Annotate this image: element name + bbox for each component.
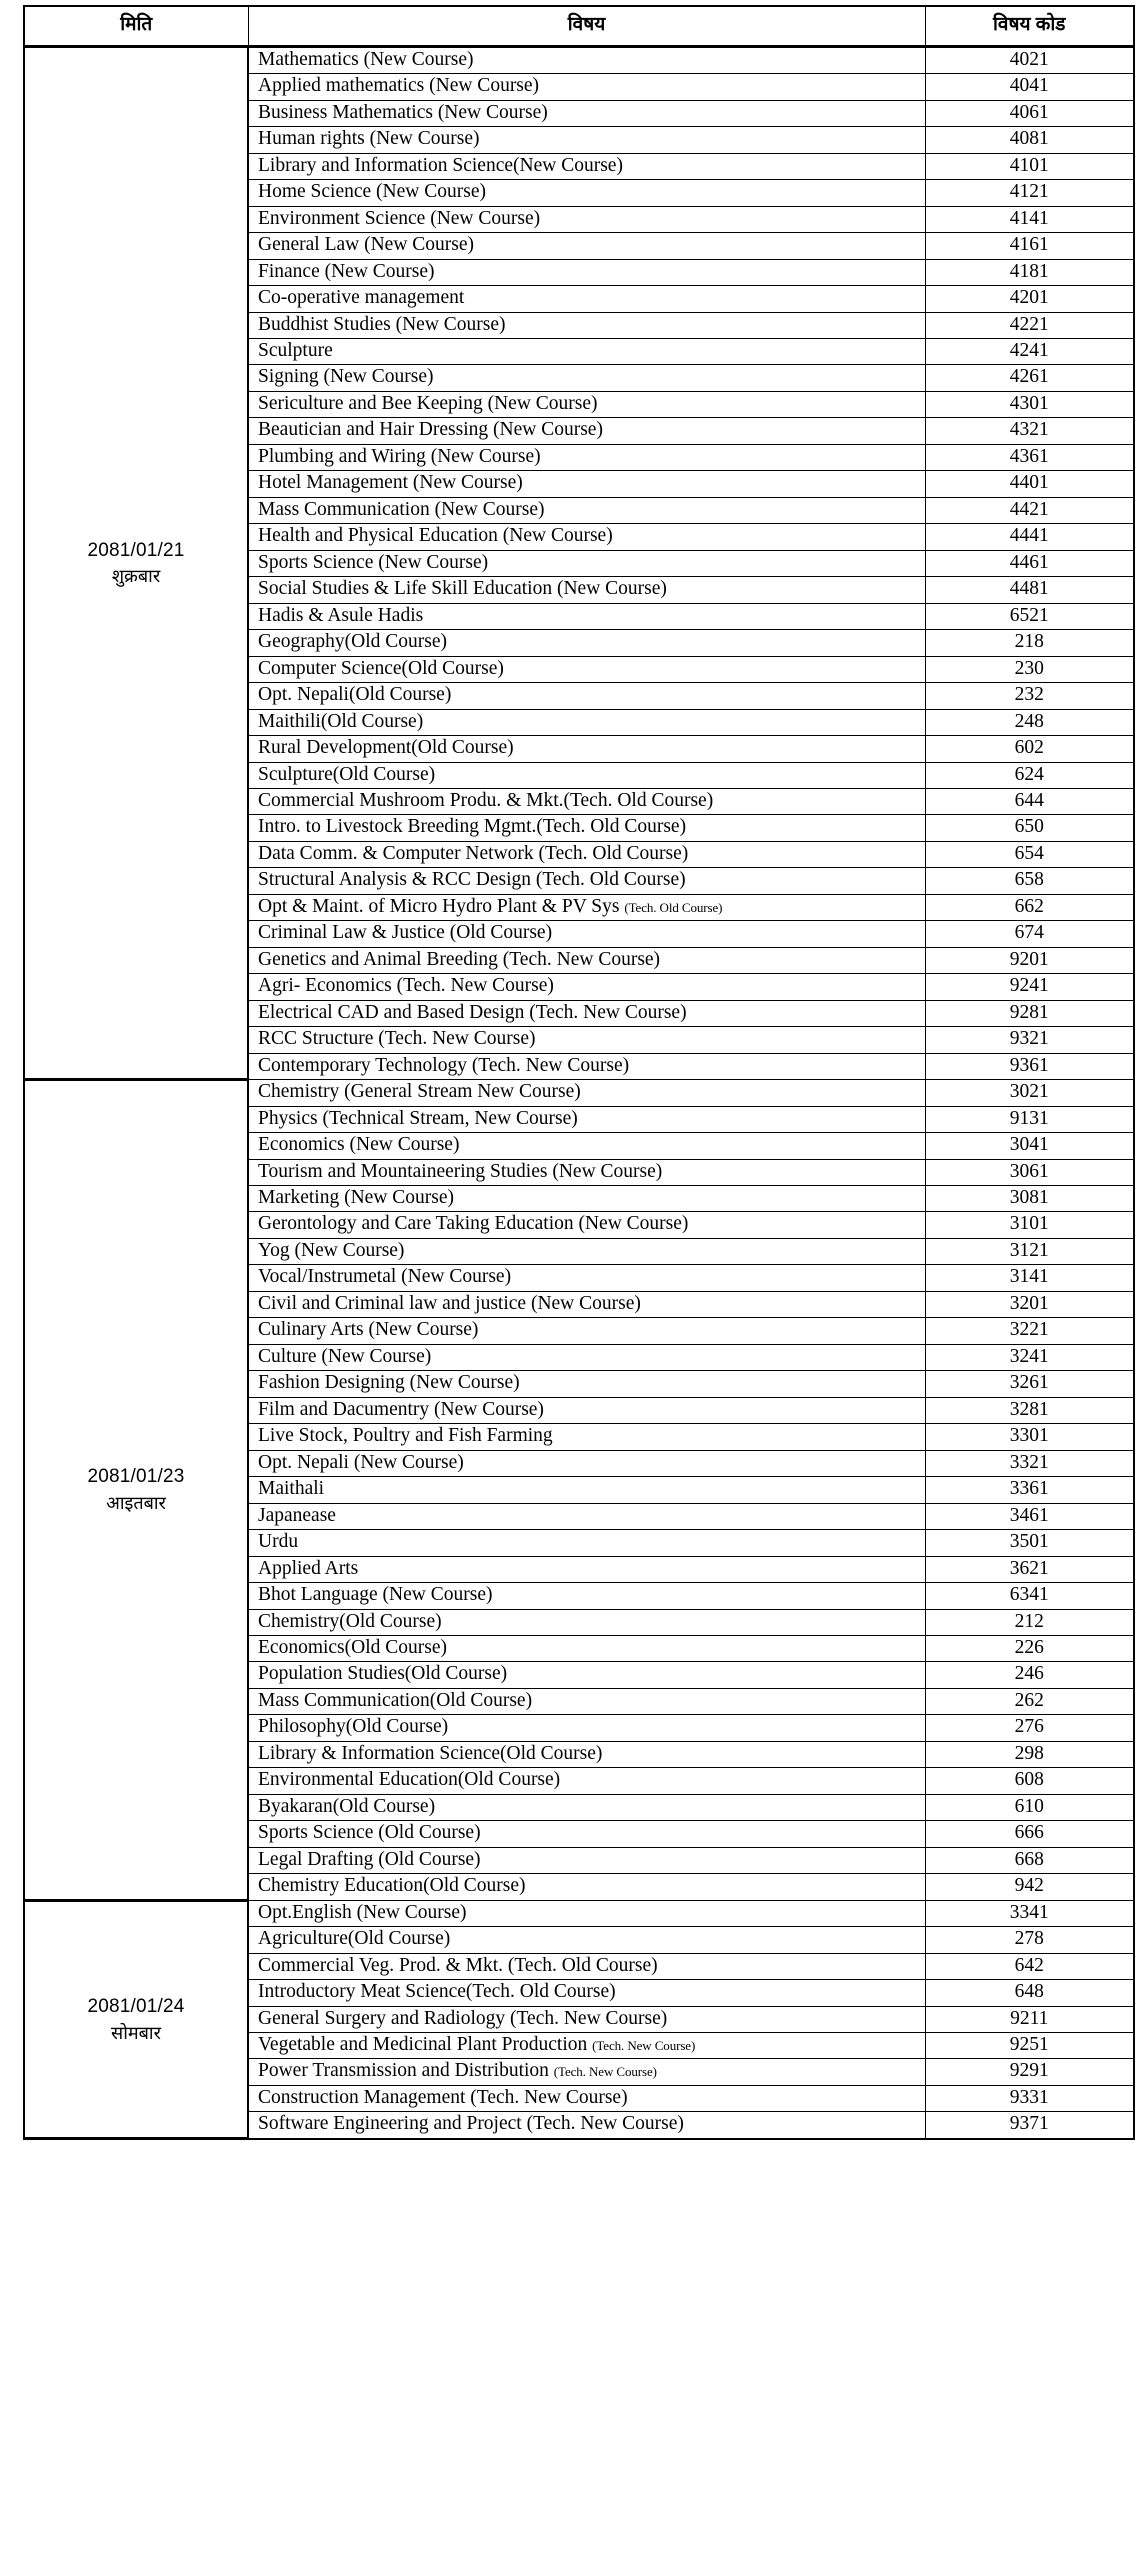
subject-code-cell: 3041 — [925, 1133, 1134, 1159]
subject-code-cell: 602 — [925, 736, 1134, 762]
subject-name: Maithali — [258, 1478, 325, 1500]
subject-code-cell: 3361 — [925, 1477, 1134, 1503]
subject-code-cell: 4321 — [925, 418, 1134, 444]
subject-name-cell — [248, 1080, 925, 1106]
subject-name: Chemistry(Old Course) — [258, 1610, 442, 1632]
exam-date-value: 2081/01/23 — [87, 1466, 185, 1488]
subject-name-cell — [248, 947, 925, 973]
subject-name: Electrical CAD and Based Design (Tech. New Course) — [258, 1001, 687, 1023]
subject-name: Byakaran(Old Course) — [258, 1795, 436, 1817]
subject-name: Criminal Law & Justice (Old Course) — [258, 922, 553, 944]
subject-name: Signing (New Course) — [258, 366, 434, 388]
subject-name-cell — [248, 1980, 925, 2006]
subject-name: Plumbing and Wiring (New Course) — [258, 445, 541, 467]
subject-name-cell — [248, 1186, 925, 1212]
subject-code-cell: 9291 — [925, 2059, 1134, 2085]
subject-name: Opt. Nepali(Old Course) — [258, 684, 452, 706]
subject-name: Finance (New Course) — [258, 260, 435, 282]
subject-code-cell: 298 — [925, 1741, 1134, 1767]
subject-code-cell: 3501 — [925, 1530, 1134, 1556]
subject-code-cell: 9321 — [925, 1027, 1134, 1053]
subject-name: Beautician and Hair Dressing (New Course) — [258, 419, 603, 441]
subject-name: Physics (Technical Stream, New Course) — [258, 1107, 578, 1129]
subject-name-cell — [248, 1159, 925, 1185]
table-body — [24, 46, 1134, 2139]
subject-name-cell — [248, 365, 925, 391]
subject-name: Sculpture — [258, 340, 333, 361]
subject-name: Sericulture and Bee Keeping (New Course) — [258, 392, 598, 414]
subject-code-cell: 218 — [925, 630, 1134, 656]
subject-name-cell — [248, 391, 925, 417]
subject-code-cell: 648 — [925, 1980, 1134, 2006]
column-header-subject: विषय — [248, 6, 925, 46]
subject-code-cell: 4061 — [925, 100, 1134, 126]
subject-code-cell: 4301 — [925, 391, 1134, 417]
subject-name-cell — [248, 1821, 925, 1847]
subject-name-cell — [248, 1609, 925, 1635]
subject-name: General Law (New Course) — [258, 234, 475, 256]
subject-name-cell — [248, 1291, 925, 1317]
subject-name: Sculpture(Old Course) — [258, 763, 436, 785]
subject-name: Co-operative management — [258, 287, 465, 309]
subject-code-cell: 9201 — [925, 947, 1134, 973]
subject-name-cell — [248, 524, 925, 550]
subject-code-cell: 3341 — [925, 1900, 1134, 1926]
subject-name-cell — [248, 46, 925, 73]
subject-name-cell — [248, 1874, 925, 1900]
subject-name-cell — [248, 1265, 925, 1291]
subject-name-cell — [248, 471, 925, 497]
subject-name-cell — [248, 1450, 925, 1476]
subject-course-note: (Tech. New Course) — [592, 2038, 696, 2053]
subject-name-cell — [248, 259, 925, 285]
subject-name: Maithili(Old Course) — [258, 710, 424, 732]
subject-name: Commercial Veg. Prod. & Mkt. (Tech. Old Course) — [258, 1954, 658, 1976]
subject-code-cell: 3081 — [925, 1186, 1134, 1212]
subject-name-cell — [248, 2006, 925, 2032]
subject-code-cell: 226 — [925, 1635, 1134, 1661]
subject-name: Civil and Criminal law and justice (New Course) — [258, 1292, 641, 1314]
subject-code-cell: 6341 — [925, 1583, 1134, 1609]
subject-name-cell — [248, 1794, 925, 1820]
subject-code-cell: 4041 — [925, 74, 1134, 100]
subject-code-cell: 3261 — [925, 1371, 1134, 1397]
subject-name: Vegetable and Medicinal Plant Production — [258, 2034, 588, 2055]
subject-name-cell — [248, 868, 925, 894]
subject-name: Mass Communication (New Course) — [258, 498, 545, 520]
subject-name: Mathematics (New Course) — [258, 48, 474, 70]
subject-code-cell: 3121 — [925, 1238, 1134, 1264]
subject-code-cell: 232 — [925, 683, 1134, 709]
subject-name: Environmental Education(Old Course) — [258, 1769, 561, 1791]
subject-name: Gerontology and Care Taking Education (New Course) — [258, 1213, 689, 1235]
subject-name-cell — [248, 74, 925, 100]
exam-day-name: शुक्रबार — [111, 566, 161, 587]
subject-name-cell — [248, 788, 925, 814]
subject-code-cell: 4081 — [925, 127, 1134, 153]
subject-name: Home Science (New Course) — [258, 181, 486, 203]
subject-code-cell: 3061 — [925, 1159, 1134, 1185]
subject-name-cell — [248, 1900, 925, 1926]
subject-name-cell — [248, 709, 925, 735]
subject-code-cell: 4241 — [925, 339, 1134, 365]
table-row — [24, 1080, 1134, 1106]
subject-name: Economics(Old Course) — [258, 1636, 448, 1658]
subject-name: Yog (New Course) — [258, 1239, 405, 1261]
subject-name-cell — [248, 603, 925, 629]
subject-name: Environment Science (New Course) — [258, 207, 541, 229]
subject-code-cell: 262 — [925, 1688, 1134, 1714]
subject-name-cell — [248, 418, 925, 444]
exam-day-name: सोमबार — [111, 2022, 161, 2043]
subject-code-cell: 4121 — [925, 180, 1134, 206]
subject-course-note: (Tech. New Course) — [553, 2064, 657, 2080]
subject-name: Marketing (New Course) — [258, 1187, 455, 1208]
subject-code-cell: 3101 — [925, 1212, 1134, 1238]
subject-name-cell — [248, 921, 925, 947]
subject-name-cell — [248, 1583, 925, 1609]
subject-name: Construction Management (Tech. New Course) — [258, 2086, 628, 2108]
subject-name: Bhot Language (New Course) — [258, 1584, 493, 1606]
subject-name-cell — [248, 1927, 925, 1953]
subject-code-cell: 3021 — [925, 1080, 1134, 1106]
subject-code-cell: 248 — [925, 709, 1134, 735]
subject-name: Computer Science(Old Course) — [258, 657, 504, 679]
subject-name: Sports Science (Old Course) — [258, 1822, 481, 1844]
table-row — [24, 1900, 1134, 1926]
subject-code-cell: 3201 — [925, 1291, 1134, 1317]
subject-code-cell: 666 — [925, 1821, 1134, 1847]
subject-name: Data Comm. & Computer Network (Tech. Old Course) — [258, 842, 689, 864]
subject-name-cell — [248, 1397, 925, 1423]
subject-name-cell — [248, 1688, 925, 1714]
subject-name-cell — [248, 894, 925, 920]
subject-name-cell — [248, 2059, 925, 2085]
exam-date-cell — [24, 1080, 248, 1901]
subject-code-cell: 9361 — [925, 1053, 1134, 1079]
subject-code-cell: 4361 — [925, 444, 1134, 470]
subject-name: Rural Development(Old Course) — [258, 737, 514, 759]
subject-code-cell: 3461 — [925, 1503, 1134, 1529]
exam-date-cell — [24, 46, 248, 1079]
subject-code-cell: 610 — [925, 1794, 1134, 1820]
subject-code-cell: 278 — [925, 1927, 1134, 1953]
exam-date-value: 2081/01/21 — [87, 539, 185, 561]
subject-name-cell — [248, 1503, 925, 1529]
subject-code-cell: 608 — [925, 1768, 1134, 1794]
subject-code-cell: 230 — [925, 656, 1134, 682]
subject-name-cell — [248, 339, 925, 365]
subject-course-note: (Tech. Old Course) — [624, 899, 723, 915]
subject-name: Software Engineering and Project (Tech. New Course) — [258, 2113, 684, 2135]
subject-name: Vocal/Instrumetal (New Course) — [258, 1266, 512, 1288]
subject-name: Live Stock, Poultry and Fish Farming — [258, 1425, 553, 1447]
subject-name: Genetics and Animal Breeding (Tech. New Course) — [258, 948, 661, 970]
subject-name: Philosophy(Old Course) — [258, 1716, 449, 1738]
subject-name-cell — [248, 180, 925, 206]
subject-name: RCC Structure (Tech. New Course) — [258, 1028, 536, 1050]
exam-date-cell — [24, 1900, 248, 2139]
subject-code-cell: 9211 — [925, 2006, 1134, 2032]
subject-name: Culinary Arts (New Course) — [258, 1319, 479, 1341]
subject-code-cell: 9241 — [925, 974, 1134, 1000]
subject-code-cell: 6521 — [925, 603, 1134, 629]
subject-code-cell: 942 — [925, 1874, 1134, 1900]
subject-code-cell: 624 — [925, 762, 1134, 788]
subject-code-cell: 4141 — [925, 206, 1134, 232]
subject-code-cell: 9251 — [925, 2033, 1134, 2059]
subject-code-cell: 4481 — [925, 577, 1134, 603]
subject-code-cell: 4261 — [925, 365, 1134, 391]
subject-name: Business Mathematics (New Course) — [258, 101, 548, 123]
subject-name-cell — [248, 2085, 925, 2111]
subject-name: Urdu — [258, 1531, 299, 1553]
subject-name: Structural Analysis & RCC Design (Tech. Old Course) — [258, 869, 686, 891]
subject-name: Chemistry (General Stream New Course) — [258, 1081, 581, 1103]
subject-name: Fashion Designing (New Course) — [258, 1372, 520, 1394]
subject-code-cell: 4201 — [925, 286, 1134, 312]
subject-name-cell — [248, 1635, 925, 1661]
subject-code-cell: 658 — [925, 868, 1134, 894]
exam-routine-table — [23, 5, 1135, 2140]
subject-code-cell: 3301 — [925, 1424, 1134, 1450]
subject-code-cell: 662 — [925, 894, 1134, 920]
subject-name-cell — [248, 1556, 925, 1582]
subject-name: Film and Dacumentry (New Course) — [258, 1398, 544, 1420]
subject-name: Population Studies(Old Course) — [258, 1663, 508, 1685]
subject-name-cell — [248, 762, 925, 788]
subject-name-cell — [248, 841, 925, 867]
subject-code-cell: 668 — [925, 1847, 1134, 1873]
subject-code-cell: 9331 — [925, 2085, 1134, 2111]
subject-name: General Surgery and Radiology (Tech. New Course) — [258, 2007, 668, 2029]
subject-name-cell — [248, 312, 925, 338]
subject-name-cell — [248, 1530, 925, 1556]
subject-name-cell — [248, 1212, 925, 1238]
table-row — [24, 46, 1134, 73]
subject-code-cell: 9371 — [925, 2112, 1134, 2139]
subject-name-cell — [248, 444, 925, 470]
subject-name-cell — [248, 1741, 925, 1767]
subject-code-cell: 3141 — [925, 1265, 1134, 1291]
column-header-date: मिति — [24, 6, 248, 46]
subject-code-cell: 3281 — [925, 1397, 1134, 1423]
subject-name-cell — [248, 1715, 925, 1741]
subject-name-cell — [248, 1053, 925, 1079]
subject-code-cell: 4101 — [925, 153, 1134, 179]
subject-name: Legal Drafting (Old Course) — [258, 1848, 481, 1870]
subject-code-cell: 654 — [925, 841, 1134, 867]
subject-code-cell: 642 — [925, 1953, 1134, 1979]
subject-name: Opt & Maint. of Micro Hydro Plant & PV Sys — [258, 895, 620, 917]
subject-name: Library and Information Science(New Course) — [258, 154, 623, 176]
subject-code-cell: 650 — [925, 815, 1134, 841]
subject-name-cell — [248, 1027, 925, 1053]
subject-name: Hotel Management (New Course) — [258, 472, 523, 494]
exam-day-name: आइतबार — [106, 1493, 166, 1514]
subject-name: Japanease — [258, 1504, 336, 1526]
subject-name-cell — [248, 550, 925, 576]
subject-code-cell: 3241 — [925, 1344, 1134, 1370]
subject-name-cell — [248, 233, 925, 259]
subject-code-cell: 3621 — [925, 1556, 1134, 1582]
subject-name-cell — [248, 1133, 925, 1159]
subject-name-cell — [248, 1477, 925, 1503]
subject-name-cell — [248, 2033, 925, 2059]
subject-name-cell — [248, 683, 925, 709]
subject-name-cell — [248, 153, 925, 179]
subject-code-cell: 4441 — [925, 524, 1134, 550]
subject-name: Social Studies & Life Skill Education (New Course) — [258, 578, 667, 600]
subject-name: Intro. to Livestock Breeding Mgmt.(Tech. Old Course) — [258, 816, 687, 838]
subject-name-cell — [248, 206, 925, 232]
subject-name-cell — [248, 1106, 925, 1132]
subject-name-cell — [248, 1344, 925, 1370]
subject-code-cell: 9281 — [925, 1000, 1134, 1026]
subject-code-cell: 3221 — [925, 1318, 1134, 1344]
subject-name-cell — [248, 656, 925, 682]
subject-name-cell — [248, 577, 925, 603]
column-header-subject-code: विषय कोड — [925, 6, 1134, 46]
subject-code-cell: 4221 — [925, 312, 1134, 338]
subject-name-cell — [248, 1371, 925, 1397]
subject-code-cell: 674 — [925, 921, 1134, 947]
subject-name: Culture (New Course) — [258, 1345, 432, 1367]
subject-code-cell: 212 — [925, 1609, 1134, 1635]
table-header — [24, 6, 1134, 46]
subject-code-cell: 246 — [925, 1662, 1134, 1688]
header-row — [24, 6, 1134, 46]
subject-name: Contemporary Technology (Tech. New Course) — [258, 1054, 630, 1076]
subject-name-cell — [248, 286, 925, 312]
subject-name: Agriculture(Old Course) — [258, 1928, 451, 1950]
subject-name-cell — [248, 630, 925, 656]
subject-name: Introductory Meat Science(Tech. Old Course) — [258, 1981, 616, 2003]
subject-name: Power Transmission and Distribution — [258, 2060, 549, 2082]
subject-name-cell — [248, 1238, 925, 1264]
subject-code-cell: 4181 — [925, 259, 1134, 285]
subject-code-cell: 4421 — [925, 497, 1134, 523]
subject-name-cell — [248, 1000, 925, 1026]
subject-code-cell: 4461 — [925, 550, 1134, 576]
subject-name-cell — [248, 974, 925, 1000]
subject-name-cell — [248, 127, 925, 153]
subject-name: Buddhist Studies (New Course) — [258, 313, 506, 335]
subject-name-cell — [248, 497, 925, 523]
exam-date-value: 2081/01/24 — [87, 1996, 185, 2018]
subject-name: Mass Communication(Old Course) — [258, 1689, 533, 1711]
subject-code-cell: 644 — [925, 788, 1134, 814]
subject-name-cell — [248, 1318, 925, 1344]
subject-name-cell — [248, 100, 925, 126]
subject-name-cell — [248, 815, 925, 841]
subject-code-cell: 3321 — [925, 1450, 1134, 1476]
subject-name: Library & Information Science(Old Course) — [258, 1742, 603, 1764]
subject-code-cell: 4021 — [925, 46, 1134, 73]
subject-name: Human rights (New Course) — [258, 128, 480, 150]
subject-name: Opt. Nepali (New Course) — [258, 1451, 464, 1473]
subject-name-cell — [248, 1953, 925, 1979]
subject-name: Commercial Mushroom Produ. & Mkt.(Tech. Old Course) — [258, 789, 714, 811]
subject-name: Hadis & Asule Hadis — [258, 604, 424, 626]
subject-name: Agri- Economics (Tech. New Course) — [258, 975, 554, 997]
subject-code-cell: 9131 — [925, 1106, 1134, 1132]
subject-name-cell — [248, 1662, 925, 1688]
subject-name: Economics (New Course) — [258, 1134, 460, 1156]
subject-name: Chemistry Education(Old Course) — [258, 1875, 526, 1897]
subject-name: Tourism and Mountaineering Studies (New Course) — [258, 1160, 663, 1182]
subject-code-cell: 4401 — [925, 471, 1134, 497]
subject-name-cell — [248, 2112, 925, 2139]
subject-name: Geography(Old Course) — [258, 631, 447, 653]
subject-name: Applied mathematics (New Course) — [258, 75, 540, 97]
subject-name-cell — [248, 1847, 925, 1873]
subject-code-cell: 4161 — [925, 233, 1134, 259]
subject-name-cell — [248, 1768, 925, 1794]
subject-code-cell: 276 — [925, 1715, 1134, 1741]
subject-name: Opt.English (New Course) — [258, 1901, 467, 1923]
subject-name: Health and Physical Education (New Course) — [258, 525, 613, 547]
subject-name-cell — [248, 736, 925, 762]
subject-name: Applied Arts — [258, 1557, 359, 1579]
subject-name: Sports Science (New Course) — [258, 551, 489, 573]
subject-name-cell — [248, 1424, 925, 1450]
